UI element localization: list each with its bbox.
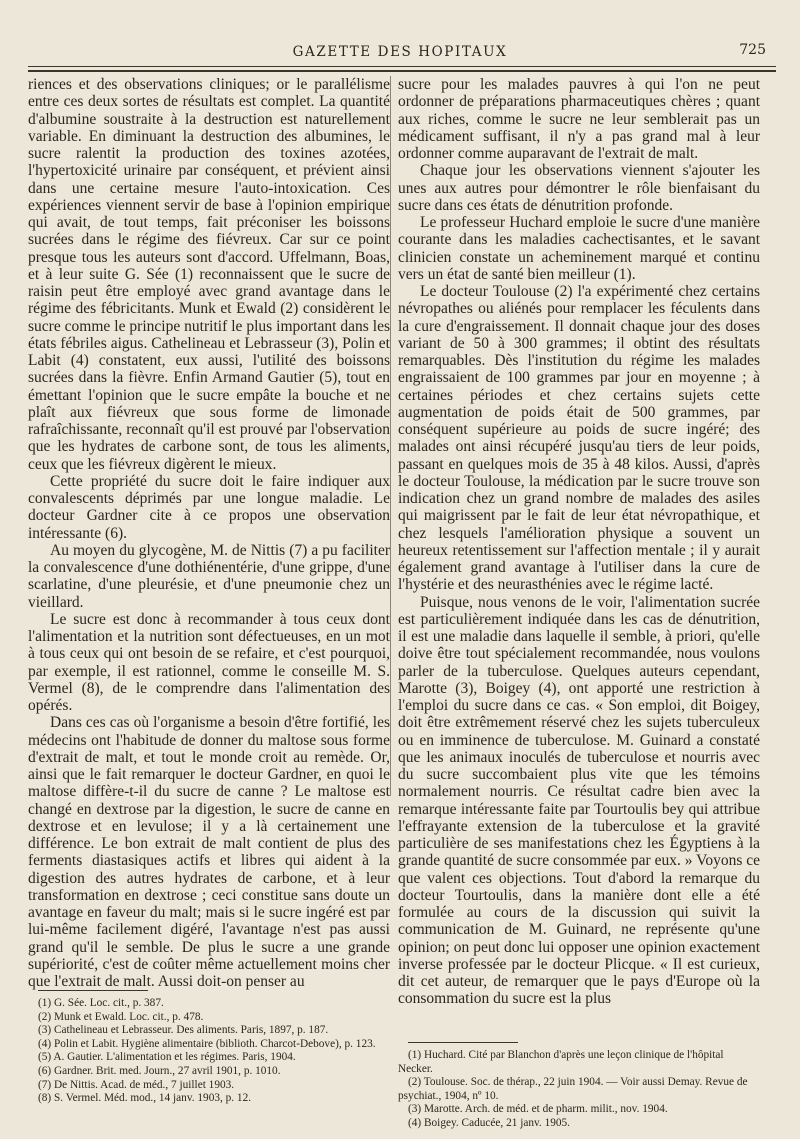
footnote-rule (408, 1042, 518, 1043)
footnote-rule (38, 990, 148, 991)
paragraph: Le professeur Huchard emploie le sucre d'une manière courante dans les maladies cachectisantes, et le savant clinicien constate un acheminement marqué et continu vers un état de santé bien meilleur (1). (398, 214, 760, 283)
footnote: (3) Cathelineau et Lebrasseur. Des aliments. Paris, 1897, p. 187. (38, 1024, 329, 1037)
footnotes-left (28, 990, 390, 1106)
footnote: (5) A. Gautier. L'alimentation et les régimes. Paris, 1904. (38, 1051, 296, 1064)
header-rule-thin (28, 66, 776, 67)
footnotes-right (398, 1042, 760, 1131)
paragraph: sucre pour les malades pauvres à qui l'on ne peut ordonner de préparations pharmaceutiques chères ; quant aux riches, comme le sucre ne leur semblerait pas un médicament suffisant, il n'y a pas grand mal à leur ordonner comme auparavant de l'extrait de malt. (398, 76, 760, 162)
footnote: (4) Boigey. Caducée, 21 janv. 1905. (408, 1116, 570, 1129)
footnote: (7) De Nittis. Acad. de méd., 7 juillet 1903. (38, 1078, 235, 1091)
footnote: (6) Gardner. Brit. med. Journ., 27 avril 1901, p. 1010. (38, 1064, 281, 1077)
paragraph: Puisque, nous venons de le voir, l'alimentation sucrée est particulièrement indiquée dans les cas de dénutrition, il est une maladie dans laquelle il semble, à priori, qu'elle doive être tout spécialement recommandée, nous voulons parler de la tuberculose. Quelques auteurs cependant, Marotte (3), Boigey (4), ont apporté une restriction à l'emploi du sucre dans ce cas. « Son emploi, dit Boigey, doit être extrêmement réservé chez les sujets tuberculeux ou en imminence de tuberculose. M. Guinard a constaté que les animaux inoculés de tuberculose et nourris avec du sucre succombaient plus vite que les témoins normalement nourris. Ce résultat cadre bien avec la remarque intéressante faite par Tourtoulis bey qui attribue l'effrayante extension de la tuberculose et la gravité particulière de ses manifestations chez les Égyptiens à la grande quantité de sucre consommée par eux. » Voyons ce que valent ces objections. Tout d'abord la remarque du docteur Tourtoulis, dans la manière dont elle a été formulée au cours de la discussion qui suivit la communication de M. Guinard, ne représente qu'une opinion; on peut donc lui opposer une opinion exactement inverse professée par le docteur Plicque. « Il est curieux, dit cet auteur, de remarquer que le pays d'Europe où la consommation du sucre est la plus (398, 593, 760, 1008)
footnote: (2) Munk et Ewald. Loc. cit., p. 478. (38, 1010, 204, 1023)
footnote: (8) S. Vermel. Méd. mod., 14 janv. 1903, p. 12. (38, 1092, 252, 1105)
right-column (398, 76, 760, 1008)
footnote: (1) G. Sée. Loc. cit., p. 387. (38, 997, 164, 1009)
left-column (28, 76, 390, 990)
paragraph: Chaque jour les observations viennent s'ajouter les unes aux autres pour démontrer le rôle bienfaisant du sucre dans ces états de dénutrition profonde. (398, 162, 760, 214)
paragraph: Cette propriété du sucre doit le faire indiquer aux convalescents déprimés par une longue maladie. Le docteur Gardner cite à ce propos une observation intéressante (6). (28, 472, 390, 542)
paragraph: Le sucre est donc à recommander à tous ceux dont l'alimentation et la nutrition sont défectueuses, en un mot à tous ceux qui ont besoin de se refaire, et c'est pourquoi, par exemple, il est rationnel, comme le conseille M. S. Vermel (8), de le comprendre dans l'alimentation des opérés. (28, 610, 390, 714)
page-number: 725 (739, 42, 766, 58)
paragraph: Le docteur Toulouse (2) l'a expérimenté chez certains névropathes ou aliénés pour remplacer les féculents dans la cure d'engraissement. Il donnait chaque jour des doses variant de 50 à 300 grammes; il obtint des résultats remarquables. Dès l'institution du régime les malades engraissaient de 100 grammes par jour en moyenne ; à certaines périodes et chez certains sujets cette augmentation de poids était de 500 grammes, par conséquent supérieure au poids de sucre ingéré; des malades ont ainsi récupéré jusqu'au tiers de leur poids, passant en quelques mois de 35 à 48 kilos. Aussi, d'après le docteur Toulouse, la médication par le sucre trouve son indication chez un grand nombre de malades des asiles qui maigrissent par le fait de leur état névropathique, et chez lesquels l'amélioration physique a souvent un heureux retentissement sur l'affection mentale ; il y aurait également grand avantage à l'utiliser dans la cure de l'hystérie et des neurasthénies avec le régime lacté. (398, 283, 760, 594)
footnote: (4) Polin et Labit. Hygiène alimentaire (biblioth. Charcot-Debove), p. 123. (38, 1037, 376, 1050)
footnote: (3) Marotte. Arch. de méd. et de pharm. milit., nov. 1904. (408, 1103, 668, 1116)
paragraph: Au moyen du glycogène, M. de Nittis (7) a pu faciliter la convalescence d'une dothiénentérie, d'une grippe, d'une scarlatine, d'une pleurésie, et d'une pneumonie chez un vieillard. (28, 541, 390, 611)
footnote: (1) Huchard. Cité par Blanchon d'après une leçon clinique de l'hôpital Necker. (398, 1049, 724, 1075)
paragraph: riences et des observations cliniques; or le parallélisme entre ces deux sortes de résultats est complet. La quantité d'albumine soustraite à la destruction est naturellement variable. En diminuant la destruction des albumines, le sucre ralentit la production des toxines azotées, l'hypertoxicité urinaire par conséquent, et prévient ainsi dans une certaine mesure l'auto-intoxication. Ces expériences viennent servir de base à l'opinion empirique qui avait, de tout temps, fait préconiser les boissons sucrées dans le régime des fiévreux. Car sur ce point presque tous les auteurs sont d'accord. Uffelmann, Boas, et à leur suite G. Sée (1) reconnaissent que le sucre de raisin peut être employé avec grand avantage dans le régime des fébricitants. Munk et Ewald (2) considèrent le sucre comme le principe nutritif le plus important dans les états fébriles aigus. Cathelineau et Lebrasseur (3), Polin et Labit (4) constatent, eux aussi, l'utilité des boissons sucrées dans la fièvre. Enfin Armand Gautier (5), tout en émettant l'opinion que le sucre empâte la bouche et ne plaît aux fiévreux que sous forme de limonade rafraîchissante, reconnaît qu'il est prouvé par l'observation que les hydrates de carbone sont, de tous les aliments, ceux que les fiévreux digèrent le mieux. (28, 76, 390, 473)
footnote: (2) Toulouse. Soc. de thérap., 22 juin 1904. — Voir aussi Demay. Revue de psychiat., 1904, nº 10. (398, 1076, 748, 1102)
running-title: GAZETTE DES HOPITAUX (292, 44, 508, 60)
column-divider (390, 76, 391, 796)
header-rule-thick (28, 70, 776, 72)
paragraph: Dans ces cas où l'organisme a besoin d'être fortifié, les médecins ont l'habitude de donner du maltose sous forme d'extrait de malt, et tout le monde croit au remède. Or, ainsi que le fait remarquer le docteur Gardner, en quoi le maltose diffère-t-il du sucre de canne ? Le maltose est changé en dextrose par la digestion, le sucre de canne en dextrose et en levulose; il y a là certainement une différence. Le bon extrait de malt contient de plus des ferments diastasiques actifs et libres qui aident à la digestion des autres hydrates de carbone, et à leur transformation en dextrose ; ceci constitue sans doute un avantage en faveur du malt; mais si le sucre ingéré est par lui-même facilement digéré, l'avantage n'est pas aussi grand qu'il le semble. De plus le sucre a une grande supériorité, c'est de coûter même actuellement moins cher que l'extrait de malt. Aussi doit-on penser au (28, 714, 390, 990)
